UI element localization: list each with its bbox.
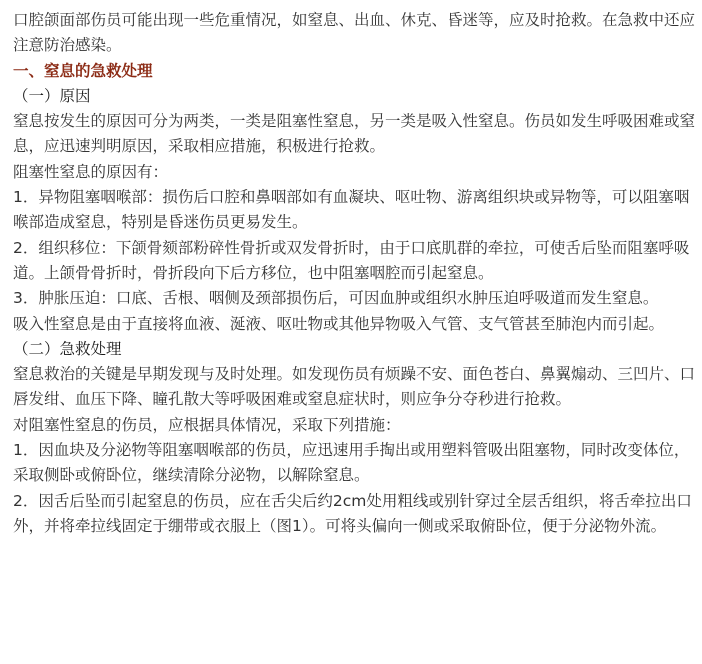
section-heading-asphyxia: 一、窒息的急救处理 [13,61,153,80]
subsection-heading-causes: （一）原因 [13,86,91,105]
subsection-heading-first-aid: （二）急救处理 [13,339,122,358]
paragraph-first-aid-key: 窒息救治的关键是早期发现与及时处理。如发现伤员有烦躁不安、面色苍白、鼻翼煽动、三凹片、口唇发绀、血压下降、瞳孔散大等呼吸困难或窒息症状时，则应争分夺秒进行抢救。 [13,365,696,409]
intro-paragraph: 口腔颌面部伤员可能出现一些危重情况，如窒息、出血、休克、昏迷等，应及时抢救。在急救中还应注意防治感染。 [13,11,696,55]
paragraph-causes-overview: 窒息按发生的原因可分为两类，一类是阻塞性窒息，另一类是吸入性窒息。伤员如发生呼吸困难或窒息，应迅速判明原因，采取相应措施，积极进行抢救。 [13,112,696,156]
list-item-tissue-displacement: 2．组织移位：下颌骨颏部粉碎性骨折或双发骨折时，由于口底肌群的牵拉，可使舌后坠而阻塞呼吸道。上颌骨骨折时，骨折段向下后方移位，也中阻塞咽腔而引起窒息。 [13,238,690,282]
list-item-tongue-traction: 2．因舌后坠而引起窒息的伤员，应在舌尖后约2cm处用粗线或别针穿过全层舌组织，将舌牵拉出口外，并将牵拉线固定于绷带或衣服上（图1）。可将头偏向一侧或采取俯卧位，便于分泌物外流。 [13,491,692,535]
list-item-foreign-body: 1．异物阻塞咽喉部：损伤后口腔和鼻咽部如有血凝块、呕吐物、游离组织块或异物等，可以阻塞咽喉部造成窒息，特别是昏迷伤员更易发生。 [13,188,690,232]
list-item-swelling-compression: 3．肿胀压迫：口底、舌根、咽侧及颈部损伤后，可因血肿或组织水肿压迫呼吸道而发生窒息。 [13,289,659,308]
article-body [13,8,698,539]
paragraph-measures-intro: 对阻塞性窒息的伤员，应根据具体情况，采取下列措施： [13,415,401,434]
paragraph-obstructive-intro: 阻塞性窒息的原因有： [13,162,169,181]
paragraph-aspiration: 吸入性窒息是由于直接将血液、涎液、呕吐物或其他异物吸入气管、支气管甚至肺泡内而引起。 [13,314,665,333]
list-item-clear-blockage: 1．因血块及分泌物等阻塞咽喉部的伤员，应迅速用手掏出或用塑料管吸出阻塞物，同时改变体位，采取侧卧或俯卧位，继续清除分泌物，以解除窒息。 [13,441,690,485]
